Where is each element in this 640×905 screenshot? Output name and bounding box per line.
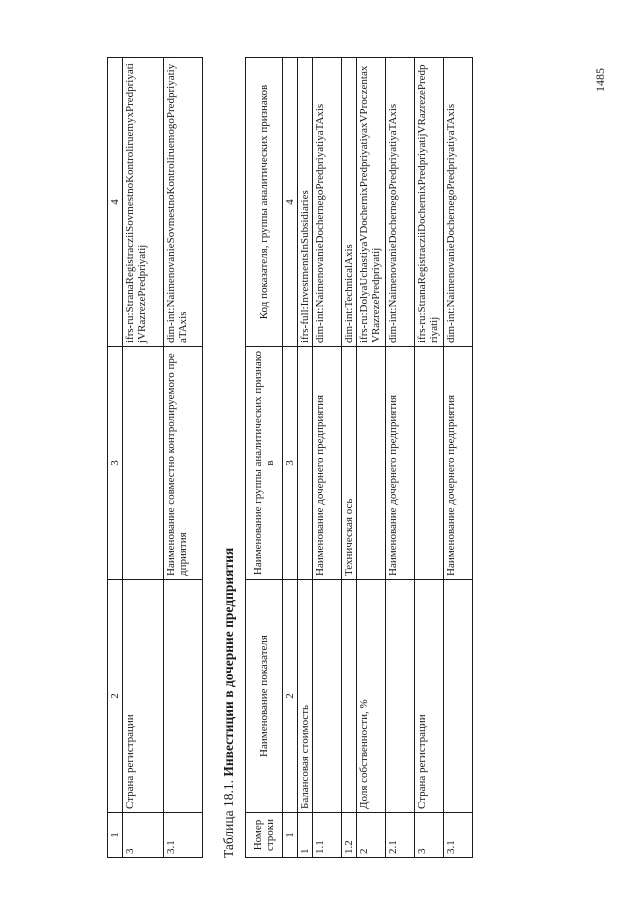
column-header: Код показателя, группы аналитических признаков — [246, 58, 283, 347]
rotated-page-content — [107, 58, 525, 858]
page-number: 1485 — [593, 68, 607, 92]
column-number-row — [108, 58, 123, 858]
indicator-code: dim-int:NaimenovanieDochernegoPredpriyatiyaTAxis — [444, 58, 473, 347]
header-row — [246, 58, 283, 858]
continued-table — [107, 57, 203, 858]
group-name: Наименование дочернего предприятия — [444, 347, 473, 580]
row-number: 2.1 — [386, 813, 415, 858]
column-number: 4 — [108, 58, 123, 347]
group-name: Техническая ось — [342, 347, 357, 580]
indicator-code: dim-int:NaimenovanieDochernegoPredpriyatiyaTAxis — [313, 58, 342, 347]
row-number: 3.1 — [164, 813, 203, 858]
column-number-row — [283, 58, 298, 858]
indicator-code: ifrs-full:InvestmentsInSubsidiaries — [298, 58, 313, 347]
group-name: Наименование совместно контролируемого предприятия — [164, 347, 203, 580]
table-row — [415, 58, 444, 858]
column-number: 1 — [108, 813, 123, 858]
row-number: 1.2 — [342, 813, 357, 858]
indicator-name — [164, 580, 203, 813]
indicator-name — [342, 580, 357, 813]
indicator-code: dim-int:NaimenovanieDochernegoPredpriyatiyaTAxis — [386, 58, 415, 347]
row-number: 1 — [298, 813, 313, 858]
table-row — [164, 58, 203, 858]
caption-title: Инвестиции в дочерние предприятия — [221, 547, 236, 777]
table-row — [386, 58, 415, 858]
table-row — [313, 58, 342, 858]
table-row — [298, 58, 313, 858]
group-name — [415, 347, 444, 580]
indicator-name — [444, 580, 473, 813]
indicator-code: ifrs-ru:DolyaUchastiyaVDochernixPredpriyatiyaxVProczentaxVRazrezePredpriyatij — [357, 58, 386, 347]
group-name — [298, 347, 313, 580]
column-number: 2 — [283, 580, 298, 813]
column-header: Наименование показателя — [246, 580, 283, 813]
group-name — [123, 347, 164, 580]
table-row — [342, 58, 357, 858]
row-number: 2 — [357, 813, 386, 858]
column-header: Номер строки — [246, 813, 283, 858]
indicator-code: dim-int:NaimenovanieSovmestnoKontroliruemogoPredpriyatiyaTAxis — [164, 58, 203, 347]
indicator-name: Доля собственности, % — [357, 580, 386, 813]
row-number: 3 — [415, 813, 444, 858]
table-row — [123, 58, 164, 858]
group-name — [357, 347, 386, 580]
row-number: 3.1 — [444, 813, 473, 858]
row-number: 3 — [123, 813, 164, 858]
column-number: 3 — [108, 347, 123, 580]
table-caption — [221, 58, 237, 858]
indicator-name — [386, 580, 415, 813]
group-name: Наименование дочернего предприятия — [386, 347, 415, 580]
indicator-name: Балансовая стоимость — [298, 580, 313, 813]
row-number: 1.1 — [313, 813, 342, 858]
column-number: 3 — [283, 347, 298, 580]
column-number: 4 — [283, 58, 298, 347]
column-header: Наименование группы аналитических признаков — [246, 347, 283, 580]
indicator-code: ifrs-ru:StranaRegistracziiSovmestnoKontroliruemyxPredpriyatijVRazrezePredpriyatij — [123, 58, 164, 347]
investments-table — [245, 57, 473, 858]
indicator-code: dim-int:TechnicalAxis — [342, 58, 357, 347]
column-number: 1 — [283, 813, 298, 858]
column-number: 2 — [108, 580, 123, 813]
table-row — [444, 58, 473, 858]
indicator-name: Страна регистрации — [123, 580, 164, 813]
group-name: Наименование дочернего предприятия — [313, 347, 342, 580]
indicator-name: Страна регистрации — [415, 580, 444, 813]
indicator-name — [313, 580, 342, 813]
caption-prefix: Таблица 18.1. — [221, 776, 236, 858]
indicator-code: ifrs-ru:StranaRegistracziiDochernixPredpriyatijVRazrezePredpriyatij — [415, 58, 444, 347]
table-row — [357, 58, 386, 858]
